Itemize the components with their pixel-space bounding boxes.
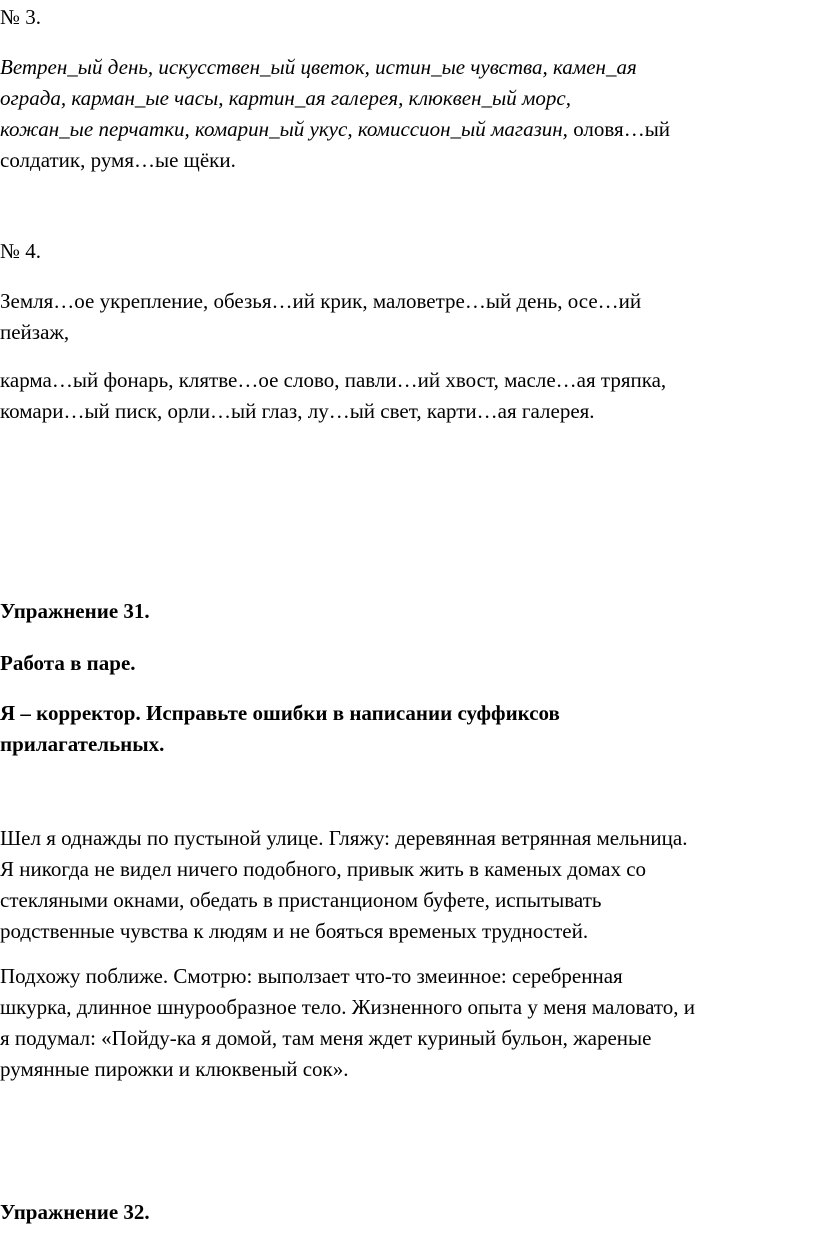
exercise31-line: Подхожу поближе. Смотрю: выползает что-то змеинное: серебренная [0,964,623,988]
task3-line [0,114,812,145]
task3-line: ограда, карман_ые часы, картин_ая галерея, клюквен_ый морс, [0,86,571,110]
exercise31-line: шкурка, длинное шнурообразное тело. Жизненного опыта у меня маловато, и [0,995,696,1019]
task4-line: комари…ый писк, орли…ый глаз, лу…ый свет, карти…ая галерея. [0,399,595,423]
task3-line-italic: кожан_ые перчатки, комарин_ый укус, комиссион_ый магазин, [0,117,574,141]
exercise31-line: Я никогда не видел ничего подобного, привык жить в каменых домах со [0,857,647,881]
instruction-lead: Я – корректор [0,701,136,725]
exercise31-line: я подумал: «Пойду-ка я домой, там меня ждет куриный бульон, жареные [0,1026,652,1050]
instruction-line [0,698,812,729]
exercise31-line: Шел я однажды по пустыной улице. Гляжу: деревянная ветрянная мельница. [0,826,688,850]
exercise31-line: родственные чувства к людям и не бояться временых трудностей. [0,919,589,943]
instruction-line: прилагательных. [0,732,165,756]
instruction-rest: . Исправьте ошибки в написании суффиксов [135,701,560,725]
task4-paragraph-2 [0,365,812,427]
exercise31-paragraph-1 [0,823,812,947]
task3-line: солдатик, румя…ые щёки. [0,148,236,172]
task4-line: Земля…ое укрепление, обезья…ий крик, маловетре…ый день, осе…ий [0,289,642,313]
exercise32-title: Упражнение 32. [0,1200,150,1224]
exercise31-subtitle: Работа в паре. [0,651,136,675]
exercise31-instruction [0,698,812,760]
task3-line: Ветрен_ый день, искусствен_ый цветок, истин_ые чувства, камен_ая [0,55,637,79]
exercise31-title: Упражнение 31. [0,599,150,623]
task4-line: карма…ый фонарь, клятве…ое слово, павли…ий хвост, масле…ая тряпка, [0,368,667,392]
task3-text [0,52,812,176]
exercise31-paragraph-2 [0,961,812,1085]
exercise31-line: румянные пирожки и клюквеный сок». [0,1057,349,1081]
task4-line: пейзаж, [0,320,70,344]
task3-line-tail: оловя…ый [573,117,671,141]
task4-heading: № 4. [0,239,42,263]
exercise31-line: стекляными окнами, обедать в пристанционом буфете, испытывать [0,888,602,912]
task4-paragraph-1 [0,286,812,348]
task3-heading: № 3. [0,5,42,29]
